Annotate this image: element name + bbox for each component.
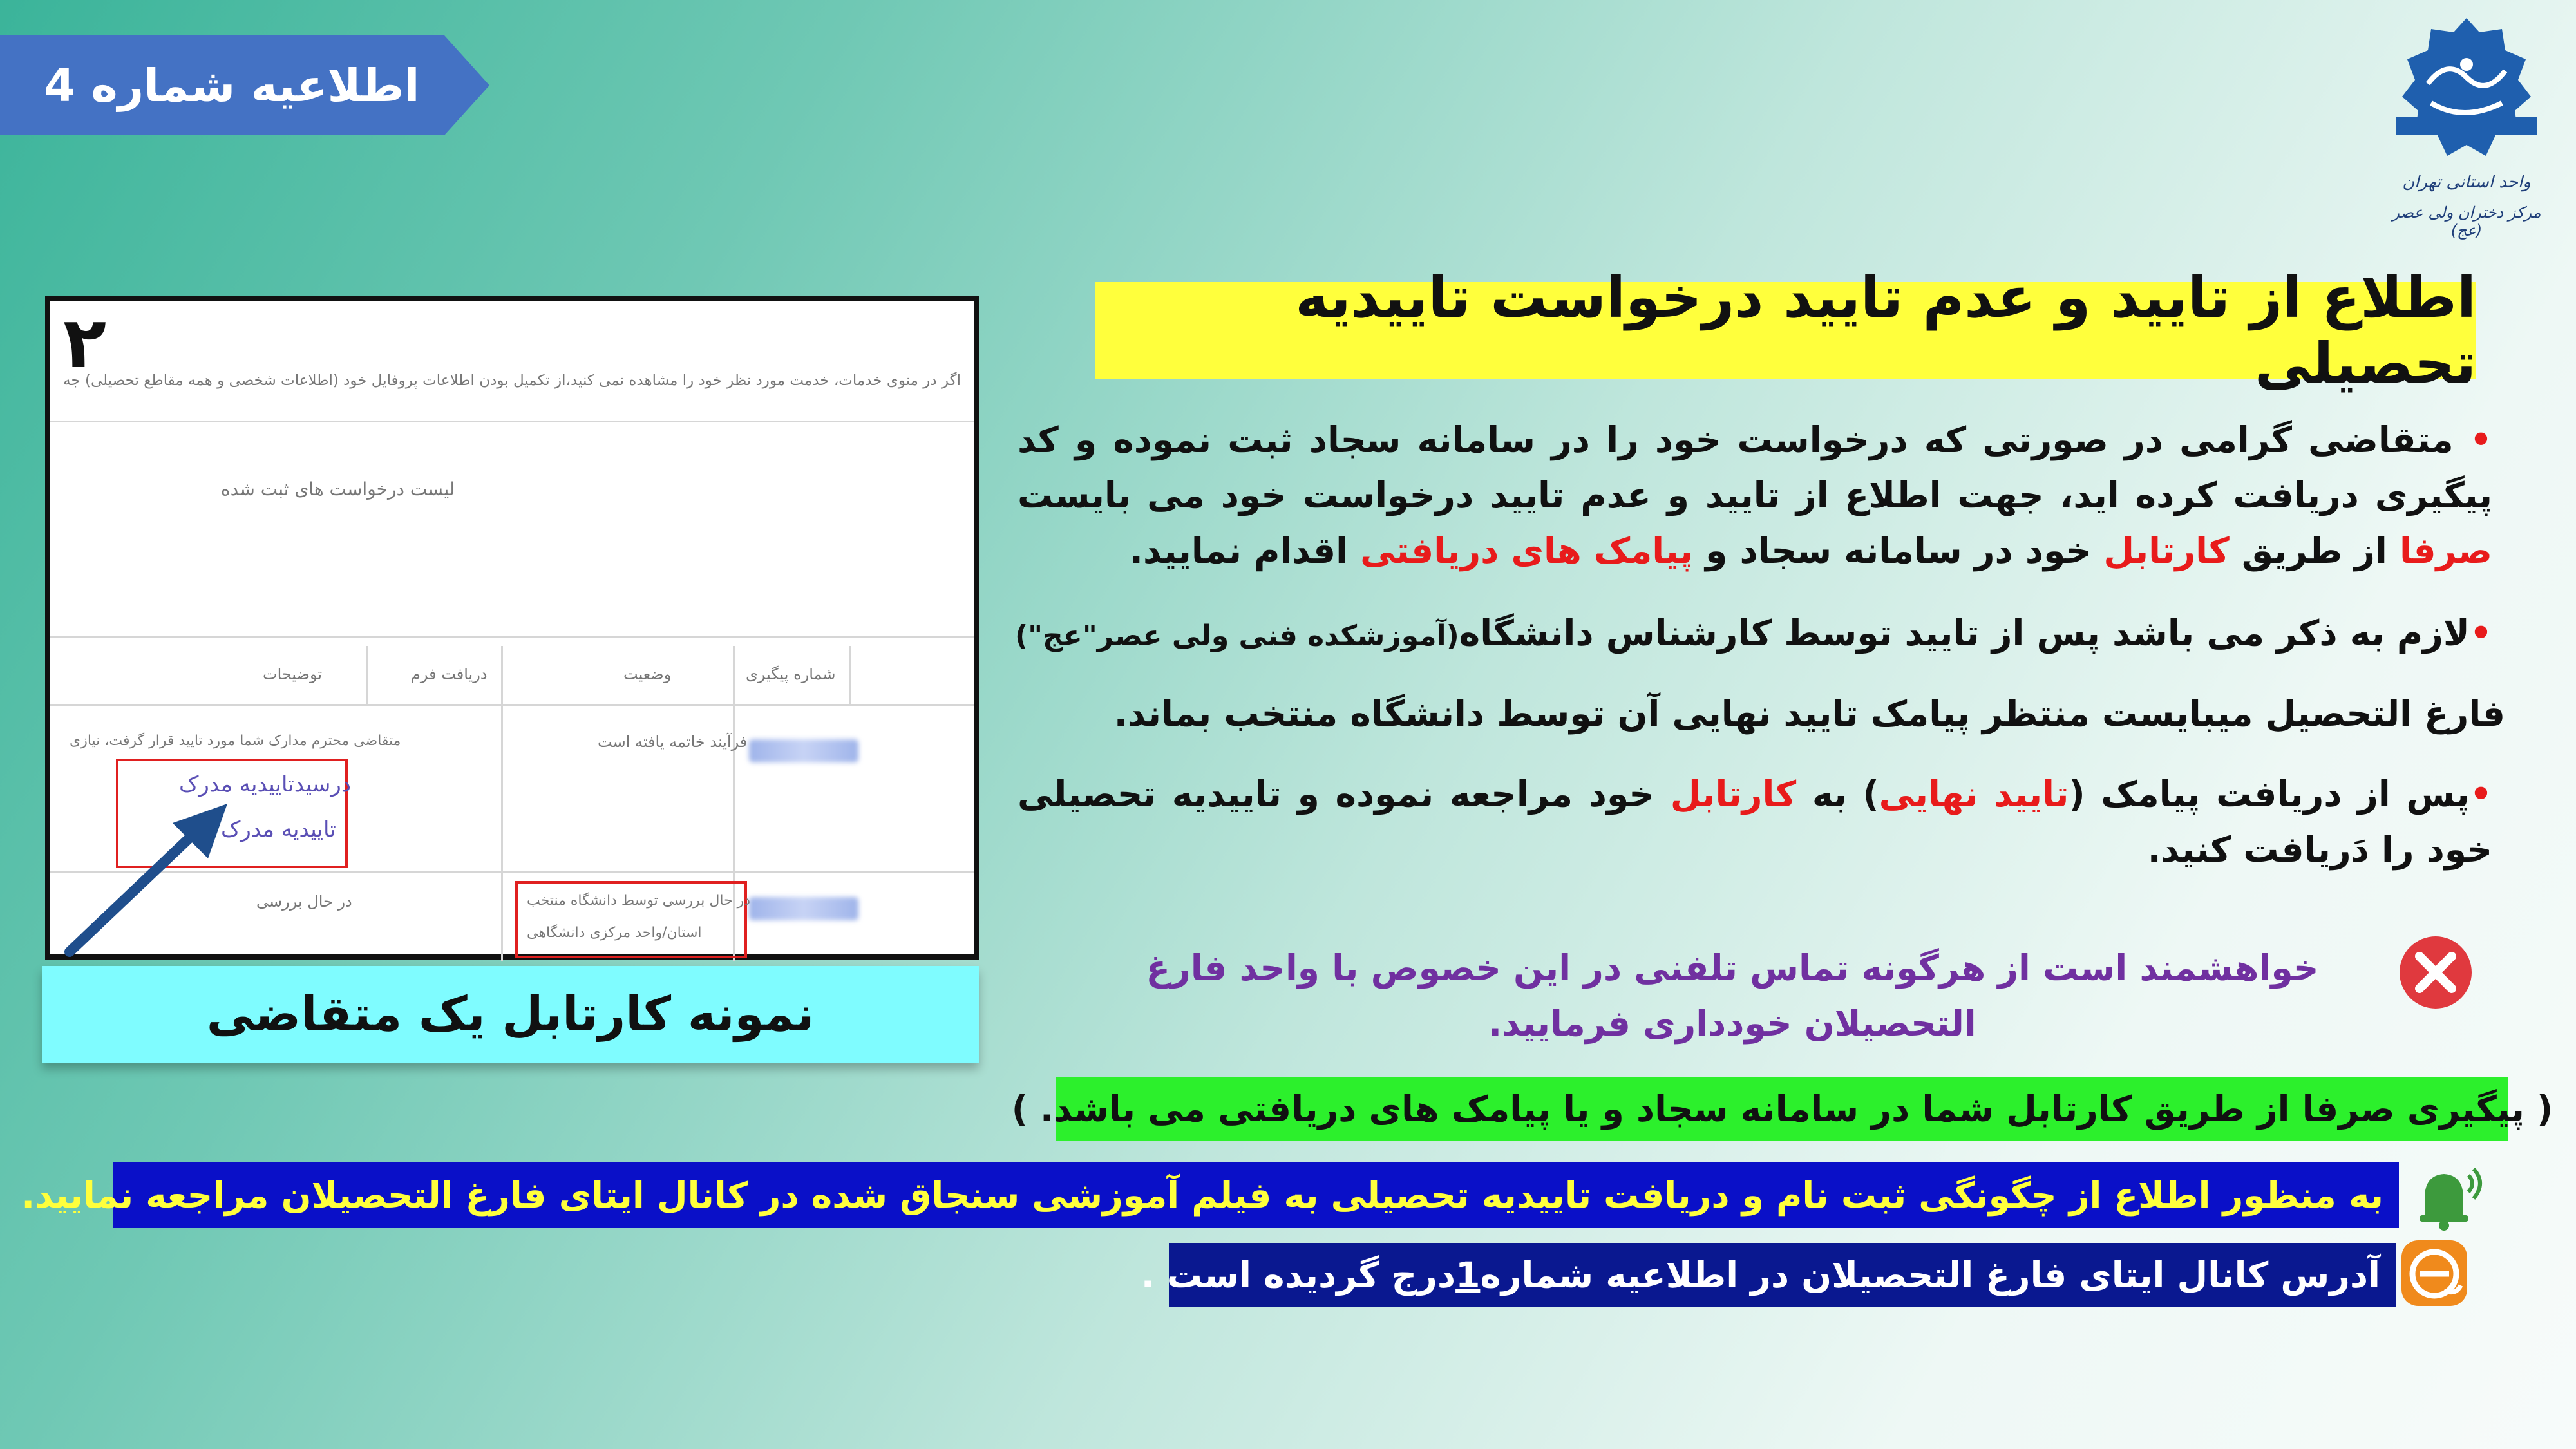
text: متقاضی گرامی در صورتی که درخواست خود را در سامانه سجاد ثبت نموده و کد پیگیری دریافت کرده اید، جهت اطلاع از تایید و عدم تایید درخواست خود می بایست [1018,419,2492,516]
col-sep [849,646,851,704]
emphasis-sms: پیامک های دریافتی [1360,530,1694,571]
no-call-icon [2397,934,2474,1011]
services-notice: اگر در منوی خدمات، خدمت مورد نظر خود را مشاهده نمی کنید،از تکمیل بودن اطلاعات پروفایل خود (اطلاعات شخصی و همه مقاطع تحصیلی) جه [63,372,961,389]
college-name: (آموزشکده فنی ولی عصر"عج") [1015,620,1459,652]
text: ) به [1796,773,1879,815]
text: خود مراجعه نموده و تاییدیه تحصیلی خود را دَریافت کنید. [1018,773,2492,870]
screenshot-caption: نمونه کارتابل یک متقاضی [42,966,979,1063]
col-sep [501,646,503,961]
emphasis-cartable: کارتابل [1670,773,1797,815]
divider [50,636,974,638]
text: آدرس کانال ایتای فارغ التحصیلان در اطلاعیه شماره [1480,1255,2380,1296]
row2-status-line2: استان/واحد مرکزی دانشگاهی [527,925,702,941]
channel-notice [1141,1243,2396,1307]
step-number: ۲ [63,301,107,384]
text: لازم به ذکر می باشد پس از تایید توسط کارشناس دانشگاه [1459,612,2470,654]
col-status: وضعیت [623,665,672,683]
tracking-number-blurred [749,739,858,762]
text: درج گردیده است . [1141,1255,1456,1296]
bullet-icon: • [2469,612,2492,654]
emphasis-cartable: کارتابل [2103,530,2230,571]
film-notice: به منظور اطلاع از چگونگی ثبت نام و دریافت تاییدیه تحصیلی به فیلم آموزشی سنجاق شده در کانال ایتای فارغ التحصیلان مراجعه نمایید. [113,1162,2399,1228]
col-tracking: شماره پیگیری [746,665,836,683]
bullet-icon: • [2469,419,2492,460]
bullet-expert-approval-line2: فارغ التحصیل میبایست منتظر پیامک تایید نهایی آن توسط دانشگاه منتخب بماند. [1113,693,2505,734]
col-description: توضیحات [263,665,323,683]
notice-number: 1 [1455,1255,1481,1296]
tracking-note: ( پیگیری صرفا از طریق کارتابل شما در سامانه سجاد و یا پیامک های دریافتی می باشد. ) [1056,1077,2508,1141]
text: از طریق [2229,530,2400,571]
text: خود در سامانه سجاد و [1693,530,2104,571]
pointer-arrow-icon [57,797,250,965]
bullet-final-approval [1018,766,2492,877]
logo-center-text: مرکز دختران ولی عصر (عج) [2392,204,2541,240]
row2-status-line1: در حال بررسی توسط دانشگاه منتخب [527,893,751,909]
divider [50,704,974,706]
tracking-number-blurred [749,897,858,920]
emphasis-only: صرفا [2399,530,2492,571]
bullet-icon: • [2469,773,2492,815]
text: پس از دریافت پیامک ( [2069,773,2470,815]
row1-description: متقاضی محترم مدارک شما مورد تایید قرار گرفت، نیازی [70,733,401,749]
logo-unit-text: واحد استانی تهران [2402,173,2531,192]
cartable-screenshot [45,296,979,960]
main-heading: اطلاع از تایید و عدم تایید درخواست تاییدیه تحصیلی [1095,282,2476,379]
bullet-expert-approval [1015,605,2492,664]
eitaa-app-icon [2399,1238,2470,1309]
list-title: لیست درخواست های ثبت شده [221,478,455,500]
university-logo [2383,13,2550,245]
certificate-link[interactable]: تاییدیه مدرک [221,817,336,842]
row2-description: در حال بررسی [256,893,352,911]
text: اقدام نمایید. [1130,530,1361,571]
divider [50,421,974,422]
bullet-registration [1018,412,2492,578]
receipt-link[interactable]: درسیدتاییدیه مدرک [179,772,351,797]
emphasis-final: تایید نهایی [1879,773,2069,815]
banner-title: اطلاعیه شماره 4 [44,59,420,112]
no-call-warning: خواهشمند است از هرگونه تماس تلفنی در این خصوص با واحد فارغ التحصیلان خودداری فرمایید. [1146,947,2319,1044]
col-form: دریافت فرم [411,665,488,683]
row1-status: فرآیند خاتمه یافته است [598,733,748,751]
bell-notification-icon [2405,1156,2483,1233]
col-sep [366,646,368,704]
